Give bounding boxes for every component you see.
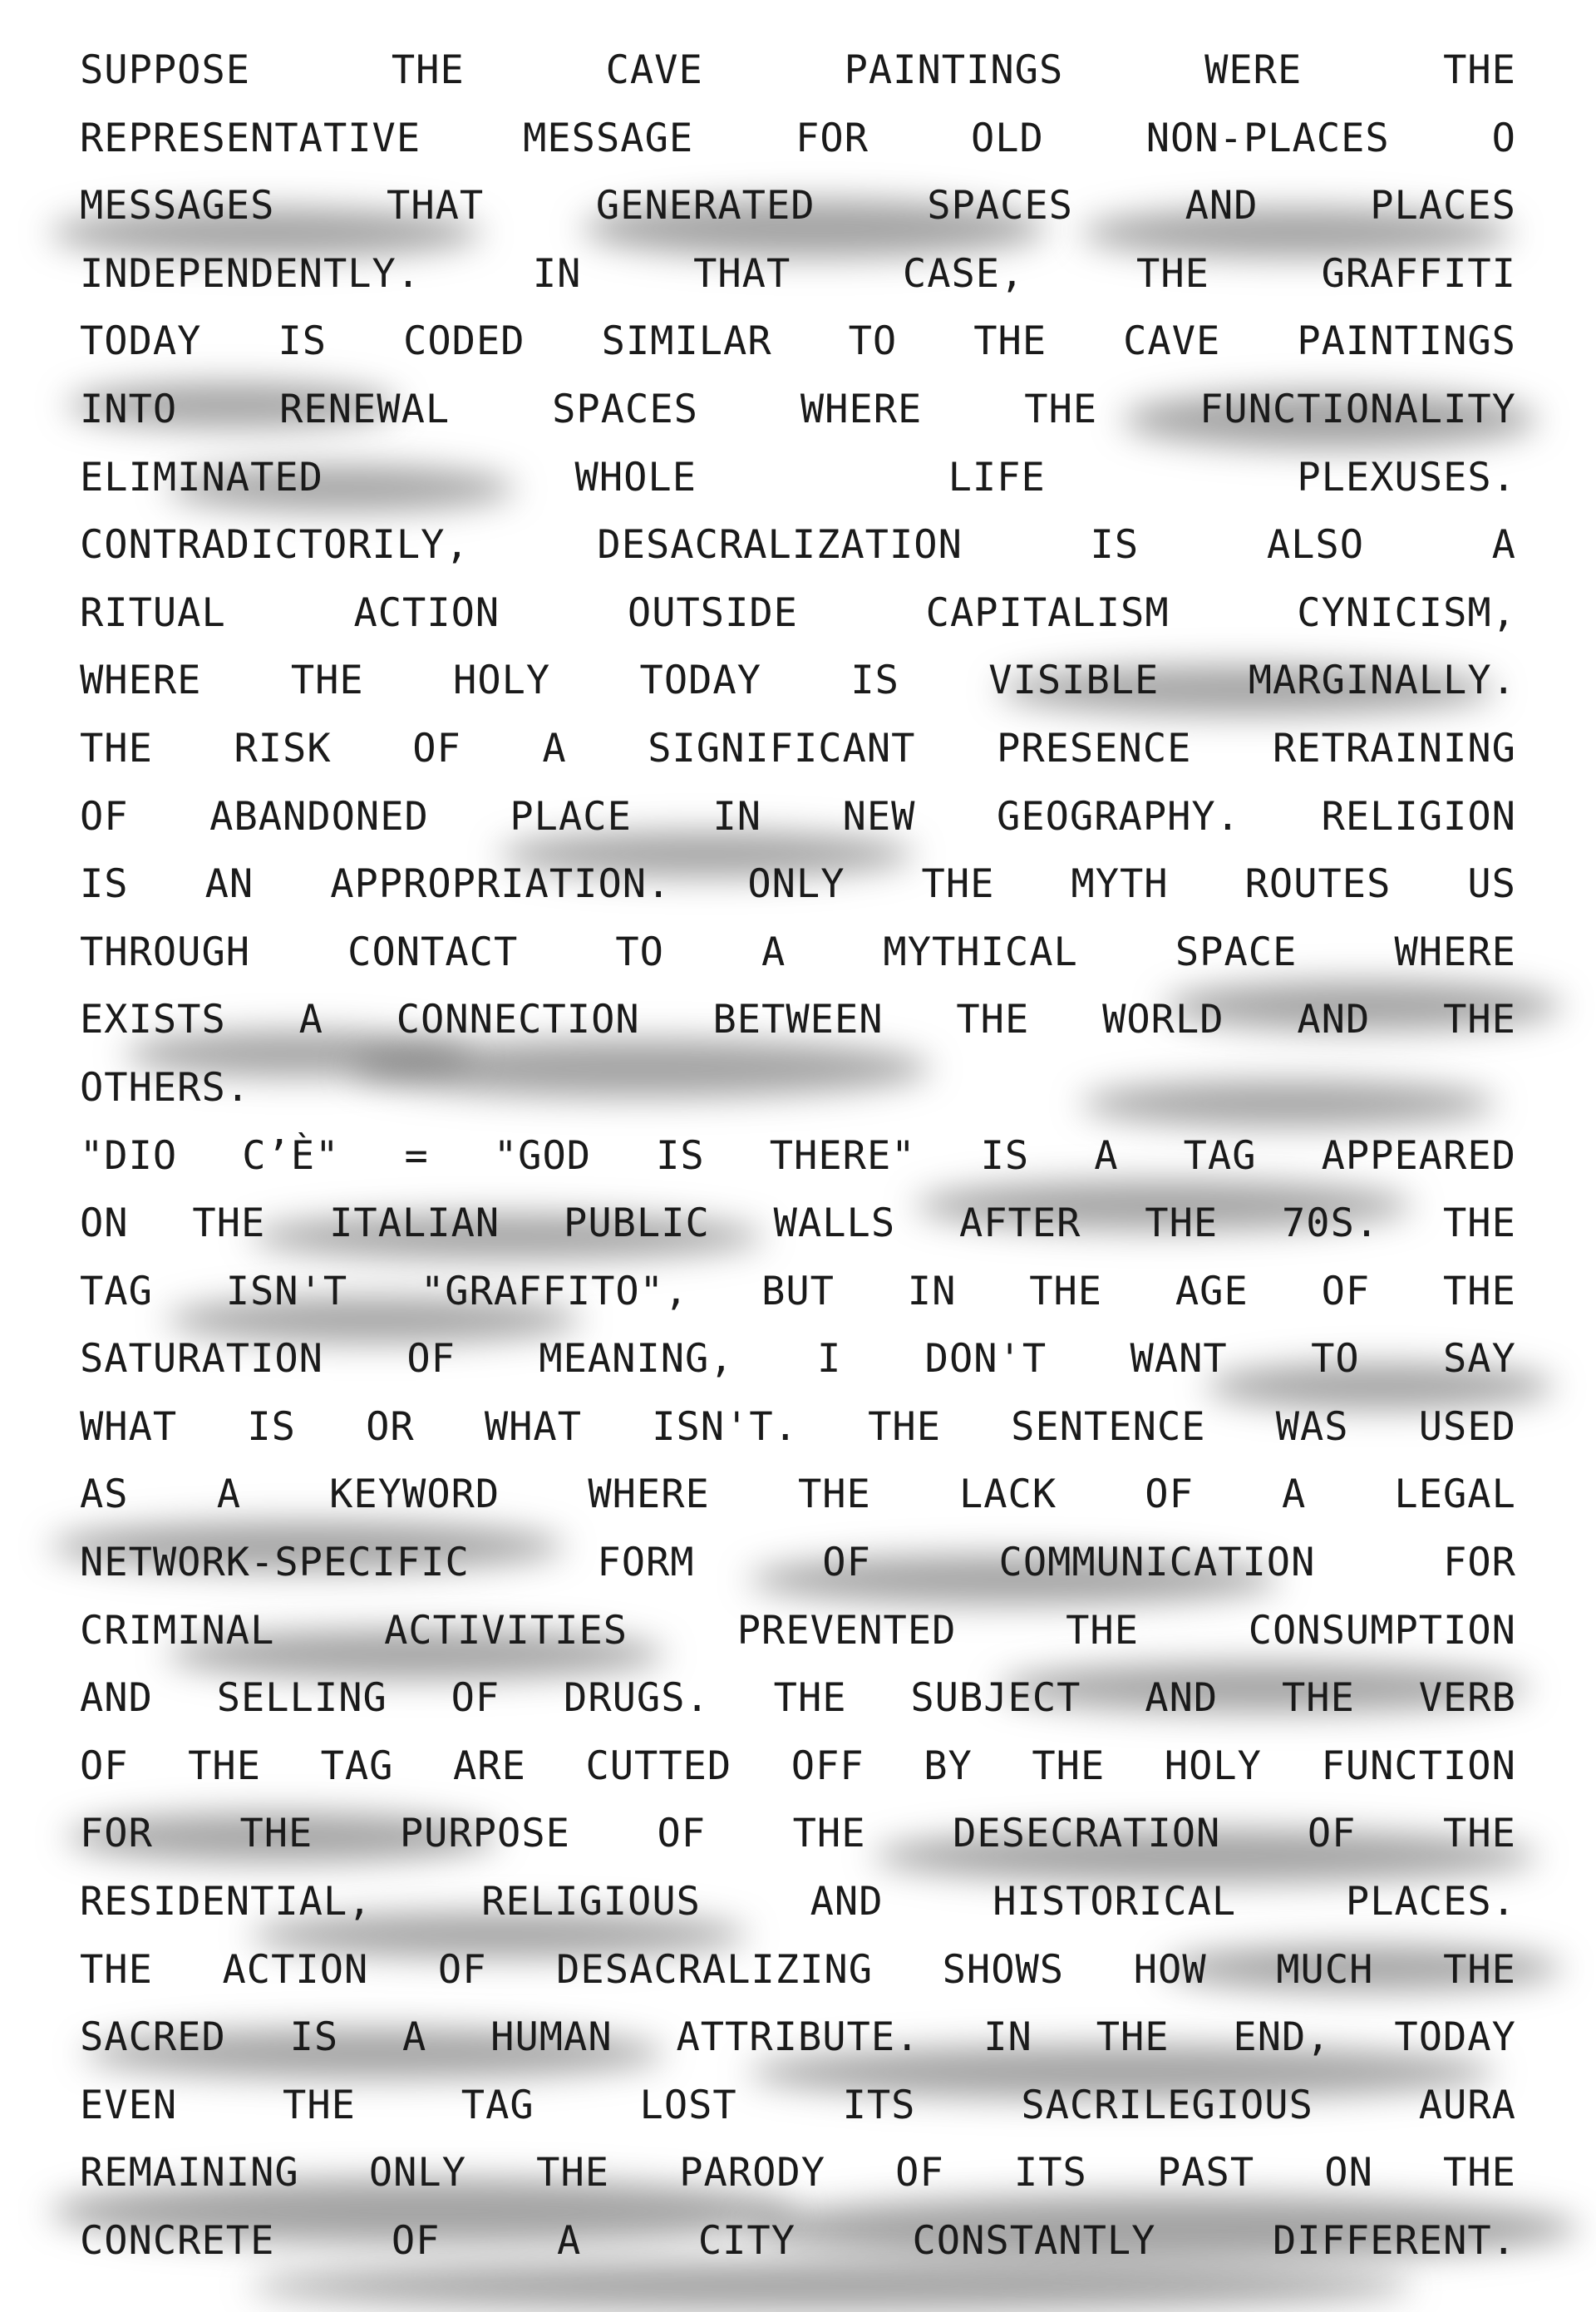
word: SPACES <box>552 386 698 432</box>
word: OF <box>412 725 461 771</box>
text-line <box>80 1325 1516 1393</box>
text-line <box>80 2004 1516 2072</box>
text-line <box>80 376 1516 444</box>
text-line <box>80 308 1516 376</box>
word: ON <box>80 1200 129 1247</box>
word: IS <box>980 1132 1030 1179</box>
word: OF <box>406 1336 456 1383</box>
word: THE <box>1096 2014 1170 2061</box>
word: THE <box>391 47 465 93</box>
word: INTO <box>80 386 178 432</box>
word: OF <box>437 1946 487 1993</box>
text-line <box>80 1529 1516 1597</box>
word: A <box>402 2014 427 2061</box>
text-line <box>80 511 1516 579</box>
word: THAT <box>693 250 791 297</box>
word: INDEPENDENTLY. <box>80 250 421 297</box>
word: REPRESENTATIVE <box>80 115 421 161</box>
word: AN <box>204 861 254 908</box>
word: OF <box>451 1675 500 1722</box>
word: TO <box>1311 1336 1360 1383</box>
word: THE <box>80 725 153 771</box>
word: O <box>1491 115 1516 161</box>
word: WHOLE <box>574 454 697 500</box>
text-line <box>80 919 1516 987</box>
word: THE <box>1024 386 1098 432</box>
word: EVEN <box>80 2082 178 2128</box>
word: DESACRALIZATION <box>597 522 963 569</box>
word: PAST <box>1156 2150 1255 2196</box>
word: WHERE <box>1394 929 1516 975</box>
word: CUTTED <box>585 1743 732 1789</box>
word: WHAT <box>484 1403 583 1450</box>
word: THE <box>921 861 995 908</box>
word: PLACE <box>510 793 632 840</box>
word: WALLS <box>773 1200 896 1247</box>
word: = <box>404 1132 429 1179</box>
word: ITS <box>842 2082 916 2128</box>
word: BETWEEN <box>712 997 884 1043</box>
word: COMMUNICATION <box>998 1540 1316 1586</box>
word: OF <box>822 1540 871 1586</box>
text-line <box>80 1054 1516 1122</box>
word: MYTH <box>1071 861 1169 908</box>
text-line <box>80 37 1516 105</box>
word: SHOWS <box>942 1946 1065 1993</box>
word: ITALIAN <box>329 1200 500 1247</box>
word: SENTENCE <box>1011 1403 1206 1450</box>
word: CRIMINAL <box>80 1607 275 1654</box>
word: THE <box>290 658 364 704</box>
word: "DIO <box>80 1132 178 1179</box>
word: ACTIVITIES <box>384 1607 628 1654</box>
word: CONCRETE <box>80 2218 275 2264</box>
word: OLD <box>970 115 1044 161</box>
word: MUCH <box>1276 1946 1374 1993</box>
text-line <box>80 2207 1516 2275</box>
word: FORM <box>597 1540 695 1586</box>
word: CONSUMPTION <box>1248 1607 1516 1654</box>
word: OF <box>80 793 129 840</box>
word: FOR <box>1443 1540 1516 1586</box>
word: RELIGIOUS <box>481 1879 701 1925</box>
word: AFTER <box>958 1200 1081 1247</box>
text-line <box>80 1800 1516 1868</box>
word: SACRED <box>80 2014 226 2061</box>
word: LIFE <box>948 454 1046 500</box>
text-line <box>80 1664 1516 1733</box>
word: PLACES. <box>1345 1879 1516 1925</box>
word: AGE <box>1175 1268 1249 1314</box>
word: OF <box>1321 1268 1371 1314</box>
word: DESECRATION <box>953 1811 1221 1857</box>
word: PAINTINGS <box>844 47 1064 93</box>
word: PLEXUSES. <box>1297 454 1516 500</box>
word: CODED <box>403 318 525 365</box>
word: TAG <box>80 1268 153 1314</box>
word: THE <box>1029 1268 1103 1314</box>
text-line <box>80 986 1516 1054</box>
word: A <box>761 929 786 975</box>
word: THE <box>192 1200 266 1247</box>
word: IS <box>289 2014 339 2061</box>
word: "GRAFFITO", <box>421 1268 689 1314</box>
word: FOR <box>80 1811 153 1857</box>
text-line <box>80 1461 1516 1529</box>
word: FUNCTION <box>1321 1743 1516 1789</box>
word: CONSTANTLY <box>912 2218 1156 2264</box>
word: HISTORICAL <box>993 1879 1237 1925</box>
text-line <box>80 579 1516 648</box>
word: CONNECTION <box>396 997 640 1043</box>
text-line <box>80 715 1516 783</box>
text-line <box>80 1393 1516 1462</box>
word: AND <box>1185 183 1259 229</box>
word: PAINTINGS <box>1297 318 1516 365</box>
word: OFF <box>791 1743 864 1789</box>
word: THE <box>797 1471 871 1518</box>
word: I <box>817 1336 842 1383</box>
word: WHAT <box>80 1403 178 1450</box>
word: IN <box>907 1268 957 1314</box>
word: NETWORK-SPECIFIC <box>80 1540 470 1586</box>
text-block <box>80 37 1516 2275</box>
word: THE <box>1136 250 1209 297</box>
word: MESSAGES <box>80 183 275 229</box>
word: HOLY <box>453 658 551 704</box>
word: ONLY <box>747 861 845 908</box>
word: RISK <box>234 725 332 771</box>
word: TODAY <box>80 318 202 365</box>
word: VERB <box>1418 1675 1516 1722</box>
word: THE <box>1282 1675 1355 1722</box>
text-line <box>80 2139 1516 2207</box>
word: KEYWORD <box>329 1471 500 1518</box>
word: DRUGS. <box>564 1675 710 1722</box>
word: OTHERS. <box>80 1064 251 1111</box>
word: OF <box>391 2218 441 2264</box>
word: WAS <box>1275 1403 1349 1450</box>
word: THE <box>773 1675 847 1722</box>
word: C’È" <box>242 1132 340 1179</box>
word: GRAFFITI <box>1321 250 1516 297</box>
text-line <box>80 240 1516 308</box>
word: LOST <box>639 2082 737 2128</box>
word: RENEWAL <box>279 386 451 432</box>
word: THE <box>1032 1743 1106 1789</box>
text-line <box>80 1190 1516 1258</box>
word: THE <box>1066 1607 1140 1654</box>
word: "GOD <box>493 1132 592 1179</box>
word: IN <box>712 793 762 840</box>
text-line <box>80 2072 1516 2140</box>
word: TAG <box>461 2082 534 2128</box>
word: CAVE <box>605 47 703 93</box>
word: A <box>557 2218 582 2264</box>
word: AS <box>80 1471 129 1518</box>
word: THE <box>1443 997 1516 1043</box>
word: IN <box>532 250 582 297</box>
word: MESSAGE <box>523 115 694 161</box>
word: A <box>1282 1471 1307 1518</box>
word: SIGNIFICANT <box>648 725 916 771</box>
word: THE <box>283 2082 356 2128</box>
word: RELIGION <box>1321 793 1516 840</box>
text-line <box>80 783 1516 851</box>
word: HOLY <box>1164 1743 1262 1789</box>
word: THERE" <box>769 1132 916 1179</box>
word: RITUAL <box>80 589 226 636</box>
text-line <box>80 1868 1516 1936</box>
word: AND <box>1145 1675 1219 1722</box>
word: LACK <box>958 1471 1057 1518</box>
word: IS <box>850 658 899 704</box>
text-line <box>80 105 1516 173</box>
word: ELIMINATED <box>80 454 323 500</box>
word: A <box>1491 522 1516 569</box>
word: PREVENTED <box>736 1607 957 1654</box>
word: PLACES <box>1370 183 1516 229</box>
word: ACTION <box>353 589 500 636</box>
word: 70S. <box>1282 1200 1380 1247</box>
word: USED <box>1418 1403 1516 1450</box>
word: THE <box>536 2150 610 2196</box>
word: GEOGRAPHY. <box>997 793 1241 840</box>
word: THE <box>188 1743 262 1789</box>
word: TO <box>615 929 664 975</box>
word: BUT <box>761 1268 835 1314</box>
word: AURA <box>1418 2082 1516 2128</box>
word: MARGINALLY. <box>1248 658 1516 704</box>
word: SACRILEGIOUS <box>1021 2082 1313 2128</box>
word: SAY <box>1443 1336 1516 1383</box>
word: DON'T <box>924 1336 1047 1383</box>
word: IS <box>1090 522 1140 569</box>
word: SELLING <box>216 1675 387 1722</box>
word: ALSO <box>1266 522 1364 569</box>
word: WORLD <box>1102 997 1224 1043</box>
word: THE <box>1443 2150 1516 2196</box>
word: PRESENCE <box>997 725 1192 771</box>
word: OR <box>366 1403 415 1450</box>
word: HUMAN <box>490 2014 613 2061</box>
text-line <box>80 444 1516 512</box>
word: ITS <box>1013 2150 1087 2196</box>
text-line <box>80 1733 1516 1801</box>
word: THE <box>868 1403 942 1450</box>
word: IN <box>983 2014 1032 2061</box>
word: CITY <box>697 2218 796 2264</box>
text-line <box>80 172 1516 240</box>
word: MEANING, <box>539 1336 734 1383</box>
word: APPEARED <box>1321 1132 1516 1179</box>
word: TODAY <box>639 658 762 704</box>
word: RETRAINING <box>1272 725 1516 771</box>
word: THE <box>1443 47 1516 93</box>
text-line <box>80 647 1516 715</box>
word: GENERATED <box>595 183 815 229</box>
word: OF <box>657 1811 707 1857</box>
word: TO <box>848 318 898 365</box>
word: ACTION <box>222 1946 369 1993</box>
word: US <box>1467 861 1516 908</box>
word: SPACE <box>1175 929 1298 975</box>
word: THE <box>1145 1200 1219 1247</box>
word: FOR <box>796 115 869 161</box>
word: CYNICISM, <box>1297 589 1516 636</box>
word: CASE, <box>902 250 1025 297</box>
word: AND <box>80 1675 153 1722</box>
word: SATURATION <box>80 1336 323 1383</box>
word: NON-PLACES <box>1145 115 1390 161</box>
word: MYTHICAL <box>883 929 1078 975</box>
word: EXISTS <box>80 997 226 1043</box>
word: THE <box>1443 1946 1516 1993</box>
word: THE <box>80 1946 153 1993</box>
word: WERE <box>1204 47 1303 93</box>
word: ABANDONED <box>209 793 429 840</box>
text-line <box>80 1122 1516 1191</box>
word: THROUGH <box>80 929 251 975</box>
word: A <box>542 725 567 771</box>
word: PUBLIC <box>564 1200 710 1247</box>
word: A <box>1094 1132 1119 1179</box>
text-line <box>80 1936 1516 2004</box>
word: WHERE <box>800 386 923 432</box>
word: AND <box>810 1879 884 1925</box>
word: SIMILAR <box>601 318 772 365</box>
word: LEGAL <box>1394 1471 1516 1518</box>
text-line <box>80 1258 1516 1326</box>
word: THE <box>239 1811 313 1857</box>
word: IS <box>80 861 129 908</box>
word: PARODY <box>679 2150 825 2196</box>
word: VISIBLE <box>988 658 1160 704</box>
word: WANT <box>1130 1336 1228 1383</box>
word: THE <box>1443 1200 1516 1247</box>
word: TAG <box>1183 1132 1257 1179</box>
word: ISN'T <box>225 1268 348 1314</box>
word: OF <box>1307 1811 1357 1857</box>
word: ISN'T. <box>652 1403 798 1450</box>
word: WHERE <box>80 658 202 704</box>
word: DIFFERENT. <box>1273 2218 1516 2264</box>
word: REMAINING <box>80 2150 299 2196</box>
word: THE <box>956 997 1030 1043</box>
word: END, <box>1233 2014 1331 2061</box>
word: THE <box>973 318 1047 365</box>
word: ONLY <box>368 2150 467 2196</box>
word: OF <box>895 2150 944 2196</box>
text-line <box>80 850 1516 919</box>
word: IS <box>656 1132 705 1179</box>
word: BY <box>924 1743 973 1789</box>
word: SUBJECT <box>910 1675 1081 1722</box>
word: A <box>216 1471 242 1518</box>
word: ROUTES <box>1244 861 1392 908</box>
word: ARE <box>453 1743 526 1789</box>
word: THAT <box>387 183 485 229</box>
word: OF <box>1145 1471 1194 1518</box>
word: SUPPOSE <box>80 47 251 93</box>
word: SPACES <box>927 183 1073 229</box>
word: OUTSIDE <box>627 589 798 636</box>
word: NEW <box>842 793 916 840</box>
word: OF <box>80 1743 129 1789</box>
word: IS <box>278 318 328 365</box>
word: TAG <box>320 1743 394 1789</box>
word: A <box>298 997 323 1043</box>
word: AND <box>1297 997 1371 1043</box>
word: IS <box>247 1403 296 1450</box>
word: RESIDENTIAL, <box>80 1879 372 1925</box>
word: CAVE <box>1123 318 1221 365</box>
word: CONTACT <box>347 929 519 975</box>
word: THE <box>792 1811 866 1857</box>
word: ATTRIBUTE. <box>676 2014 920 2061</box>
word: TODAY <box>1394 2014 1516 2061</box>
word: THE <box>1443 1268 1516 1314</box>
word: HOW <box>1133 1946 1207 1993</box>
word: CAPITALISM <box>925 589 1170 636</box>
word: PURPOSE <box>399 1811 570 1857</box>
word: THE <box>1443 1811 1516 1857</box>
word: APPROPRIATION. <box>330 861 672 908</box>
word: WHERE <box>588 1471 710 1518</box>
word: DESACRALIZING <box>556 1946 873 1993</box>
word: FUNCTIONALITY <box>1199 386 1516 432</box>
word: ON <box>1324 2150 1373 2196</box>
word: CONTRADICTORILY, <box>80 522 470 569</box>
text-line <box>80 1597 1516 1665</box>
